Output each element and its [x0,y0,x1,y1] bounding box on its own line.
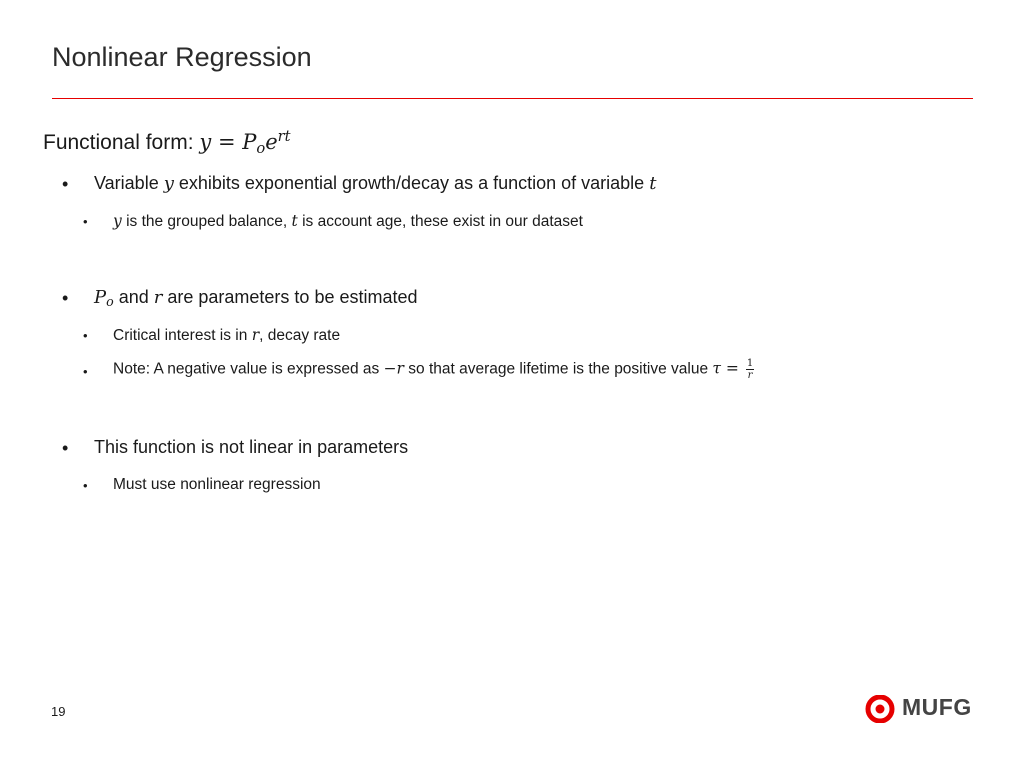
mufg-logo-icon [862,695,898,723]
bullet-2b [113,358,754,381]
b2-mid: and [113,287,154,307]
bullet-dot: • [62,438,69,458]
bullet-dot: • [62,288,69,308]
b2-o: o [106,294,114,310]
ff-P: P [242,130,257,155]
logo-text: MUFG [902,694,972,720]
b1a-var-t: t [291,212,298,230]
b2-post: are parameters to be estimated [162,287,418,307]
bullet-dot: • [83,214,88,229]
ff-y: y [199,130,212,155]
bullet-dot: • [83,478,88,493]
title-divider [52,98,973,99]
frac-denominator: r [747,370,753,381]
bullet-dot: • [62,174,69,194]
frac-numerator: 1 [746,358,754,369]
bullet-dot: • [83,364,88,379]
bullet-3a: Must use nonlinear regression [113,476,321,493]
b1-var-y: y [163,173,174,194]
b2a-r: r [251,326,260,344]
bullet-2 [94,287,418,309]
functional-form-label: Functional form: [43,131,200,155]
page-number: 19 [51,704,66,719]
b1a-mid: is the grouped balance, [121,213,292,230]
b1-mid: exhibits exponential growth/decay as a function of variable [173,173,650,193]
bullet-dot: • [83,328,88,343]
ff-eq: = [211,130,243,155]
b1-var-t: t [649,173,657,194]
b2b-pre: Note: A negative value is expressed as [113,360,384,378]
functional-form-line [43,128,291,157]
ff-o: o [256,139,266,157]
b2b-mid: so that average lifetime is the positive value [403,360,713,378]
ff-e: e [265,130,278,155]
bullet-1 [94,173,656,194]
b2b-neg-r: −r [383,359,404,378]
bullet-1a [113,212,583,231]
b1-pre: Variable [94,173,164,193]
b1a-post: is account age, these exist in our dataset [297,213,583,230]
b2a-pre: Critical interest is in [113,327,252,344]
b2b-tau: τ [712,359,721,378]
b1a-var-y: y [113,212,122,230]
fraction-1-over-r [746,358,754,381]
ff-exp: rt [277,128,291,145]
bullet-3: This function is not linear in parameters [94,437,409,457]
bullet-2a [113,326,340,345]
b2-P: P [94,287,107,308]
b2-r: r [153,287,163,308]
slide-title: Nonlinear Regression [52,42,312,72]
b2b-eq: = [721,359,744,378]
b2a-post: , decay rate [259,327,341,344]
